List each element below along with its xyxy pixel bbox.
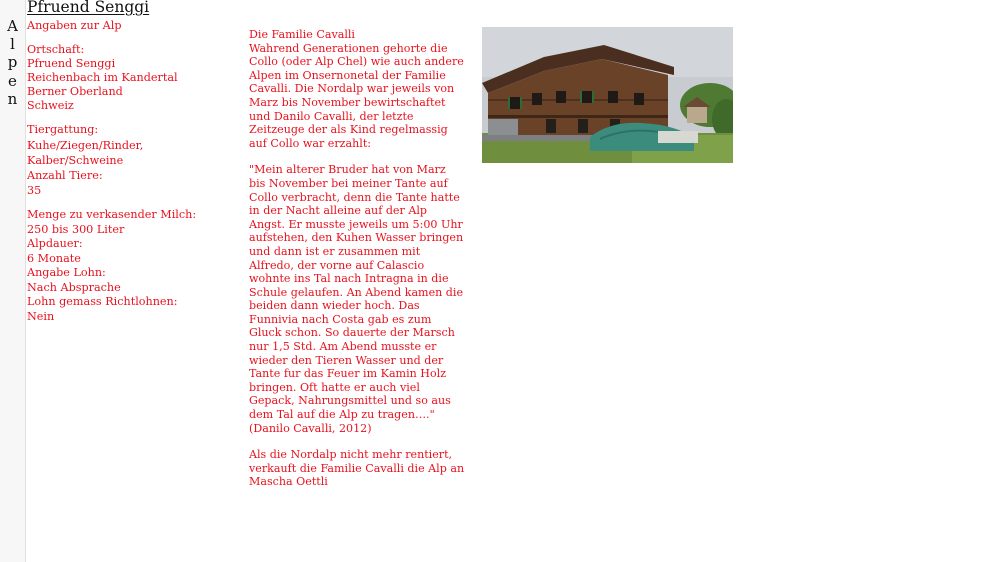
story-outro: Als die Nordalp nicht mehr rentiert, verkauft die Familie Cavalli die Alp an Mascha Oettli [249,448,465,489]
duration-value: 6 Monate [27,252,81,265]
farmhouse-photo [482,27,733,163]
location-line: Reichenbach im Kandertal [27,71,178,84]
side-nav-letter: e [8,71,17,90]
side-nav-letter: n [7,89,18,108]
standard-wage-value: Nein [27,310,55,323]
standard-wage-label: Lohn gemass Richtlohnen: [27,295,178,308]
milk-label: Menge zu verkasender Milch: [27,208,197,221]
location-line: Schweiz [27,99,74,112]
story-title: Die Familie Cavalli [249,28,355,41]
info-heading: Angaben zur Alp [27,19,122,32]
page-title-link[interactable]: Pfruend Senggi [27,0,150,16]
animal-type-line: Kuhe/Ziegen/Rinder, [27,139,144,152]
story-intro: Wahrend Generationen gehorte die Collo (oder Alp Chel) wie auch andere Alpen im Onsernonetal der Familie Cavalli. Die Nordalp war jeweils von Marz bis November bewirtschaftet und Danilo Cavalli, der letzte Zeitzeuge der als Kind regelmassig auf Collo war erzahlt: [249,41,464,150]
side-nav-letter: l [10,35,15,54]
farmhouse-image [482,27,733,163]
side-nav-alpen[interactable] [0,17,25,108]
location-label: Ortschaft: [27,43,85,56]
side-nav-letter: p [7,53,18,72]
alp-info-panel [27,19,227,324]
duration-label: Alpdauer: [27,237,83,250]
wage-label: Angabe Lohn: [27,266,106,279]
story-text [249,28,465,489]
location-line: Berner Oberland [27,85,123,98]
animal-count-value: 35 [27,184,42,197]
animal-type-label: Tiergattung: [27,123,99,136]
story-quote: "Mein alterer Bruder hat von Marz bis November bei meiner Tante auf Collo verbracht, denn die Tante hatte in der Nacht alleine auf der Alp Angst. Er musste jeweils um 5:00 Uhr aufstehen, den Kuhen Wasser bringen und dann ist er zusammen mit Alfredo, der vorne auf Calascio wohnte ins Tal nach Intragna in die Schule gelaufen. An Abend kamen die beiden dann wieder hoch. Das Funnivia nach Costa gab es zum Gluck schon. So dauerte der Marsch nur 1,5 Std. Am Abend musste er wieder den Tieren Wasser und der Tante fur das Feuer im Kamin Holz bringen. Oft hatte er auch viel Gepack, Nahrungsmittel und so aus dem Tal auf die Alp zu tragen…." (Danilo Cavalli, 2012) [249,163,464,435]
side-nav-letter: A [7,17,18,35]
location-line: Pfruend Senggi [27,57,116,70]
animal-type-line: Kalber/Schweine [27,154,124,167]
wage-value: Nach Absprache [27,281,121,294]
animal-count-label: Anzahl Tiere: [27,169,103,182]
milk-value: 250 bis 300 Liter [27,223,125,236]
